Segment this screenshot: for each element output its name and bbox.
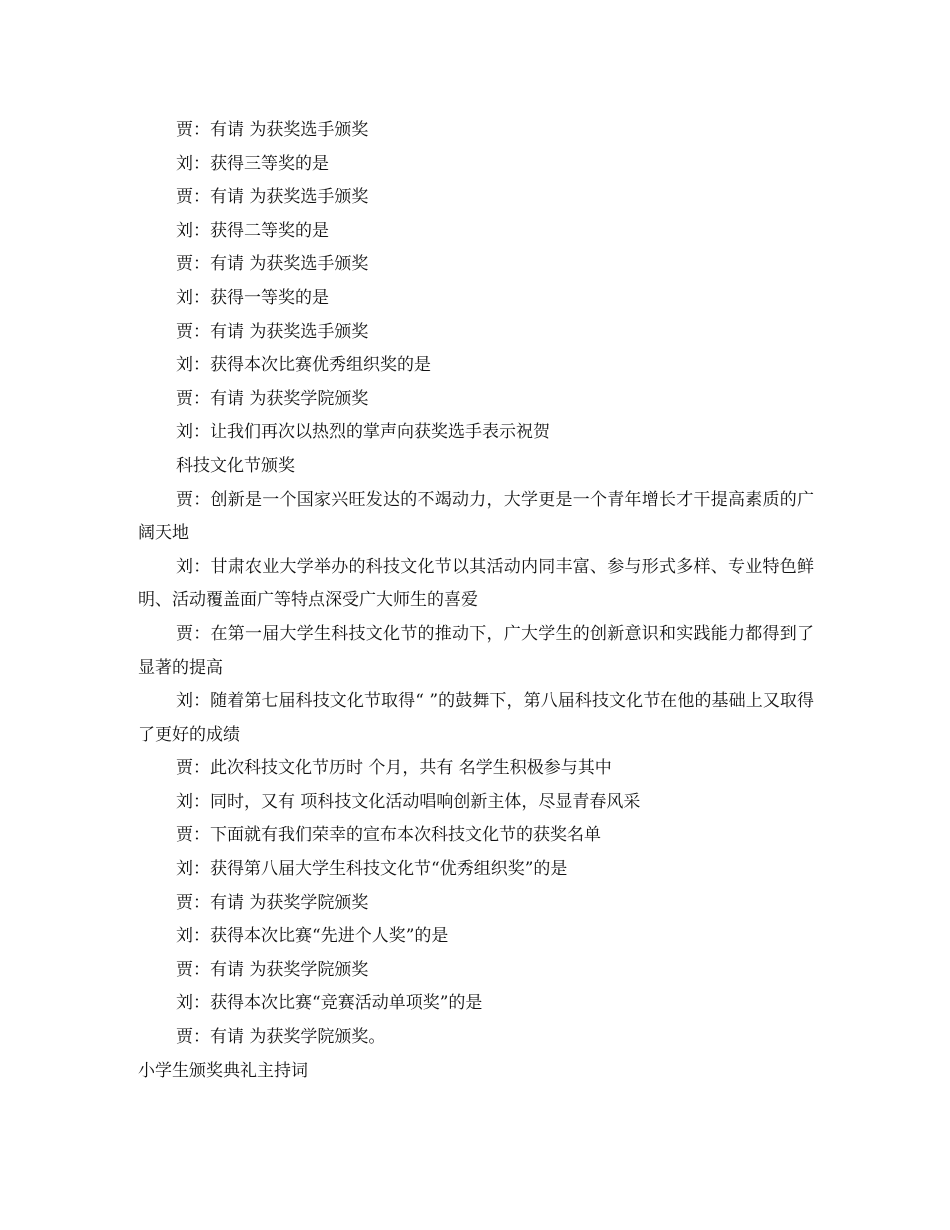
dialogue-paragraph: 贾：创新是一个国家兴旺发达的不竭动力，大学更是一个青年增长才干提高素质的广阔天地 bbox=[138, 489, 814, 544]
dialogue-line: 贾：有请 为获奖选手颁奖 bbox=[176, 187, 369, 208]
dialogue-line: 刘：获得三等奖的是 bbox=[176, 153, 329, 174]
document-body bbox=[138, 114, 814, 1088]
dialogue-paragraph: 刘：甘肃农业大学举办的科技文化节以其活动内同丰富、参与形式多样、专业特色鲜明、活动覆盖面广等特点深受广大师生的喜爱 bbox=[138, 556, 814, 611]
dialogue-line: 刘：获得本次比赛“竞赛活动单项奖”的是 bbox=[176, 993, 483, 1014]
dialogue-line: 贾：有请 为获奖学院颁奖 bbox=[176, 959, 369, 980]
dialogue-line: 贾：有请 为获奖学院颁奖 bbox=[176, 892, 369, 913]
dialogue-line: 刘：让我们再次以热烈的掌声向获奖选手表示祝贺 bbox=[176, 422, 550, 443]
dialogue-line: 刘：获得本次比赛优秀组织奖的是 bbox=[176, 355, 431, 376]
dialogue-line: 贾：有请 为获奖学院颁奖。 bbox=[176, 1027, 386, 1048]
dialogue-line: 贾：有请 为获奖选手颁奖 bbox=[176, 254, 369, 275]
dialogue-line: 贾：下面就有我们荣幸的宣布本次科技文化节的获奖名单 bbox=[176, 825, 601, 846]
dialogue-line: 刘：同时，又有 项科技文化活动唱响创新主体，尽显青春风采 bbox=[176, 791, 641, 812]
section-heading: 科技文化节颁奖 bbox=[176, 455, 295, 476]
dialogue-paragraph: 贾：在第一届大学生科技文化节的推动下，广大学生的创新意识和实践能力都得到了显著的提高 bbox=[138, 623, 814, 678]
dialogue-line: 贾：有请 为获奖选手颁奖 bbox=[176, 120, 369, 140]
dialogue-line: 贾：此次科技文化节历时 个月，共有 名学生积极参与其中 bbox=[176, 758, 612, 779]
dialogue-line: 刘：获得第八届大学生科技文化节“优秀组织奖”的是 bbox=[176, 859, 568, 880]
document-title: 小学生颁奖典礼主持词 bbox=[138, 1060, 308, 1081]
dialogue-line: 刘：获得本次比赛“先进个人奖”的是 bbox=[176, 926, 449, 947]
dialogue-paragraph: 刘：随着第七届科技文化节取得“ ”的鼓舞下，第八届科技文化节在他的基础上又取得了更好的成绩 bbox=[138, 691, 814, 745]
dialogue-line: 刘：获得二等奖的是 bbox=[176, 220, 329, 241]
dialogue-line: 贾：有请 为获奖学院颁奖 bbox=[176, 388, 369, 409]
dialogue-line: 刘：获得一等奖的是 bbox=[176, 287, 329, 308]
dialogue-line: 贾：有请 为获奖选手颁奖 bbox=[176, 321, 369, 342]
